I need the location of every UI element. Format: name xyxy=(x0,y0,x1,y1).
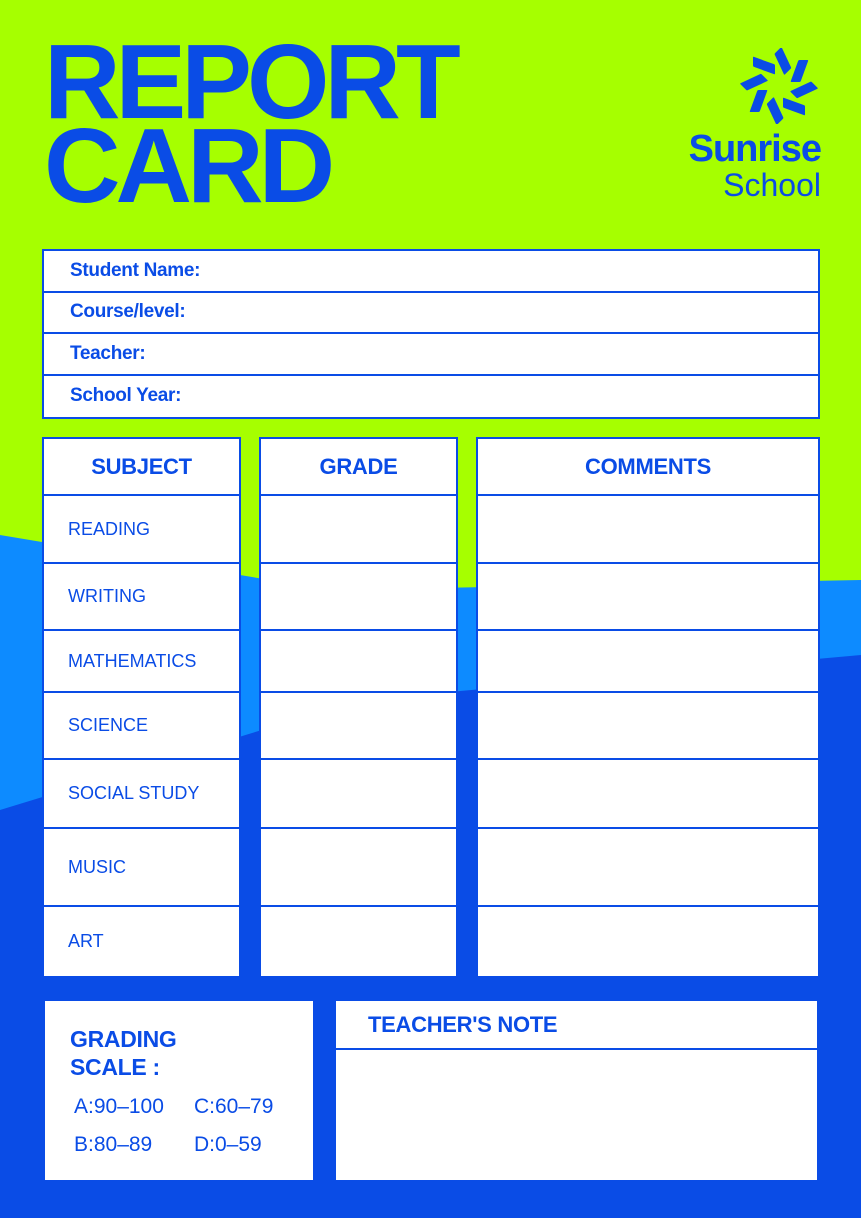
teacher-note-area[interactable] xyxy=(336,1050,817,1180)
subject-music: MUSIC xyxy=(44,829,239,907)
sunburst-icon xyxy=(739,48,819,124)
comment-cell-mathematics[interactable] xyxy=(478,631,818,693)
course-level-field[interactable]: Course/level: xyxy=(44,293,818,335)
comments-column xyxy=(476,437,820,978)
school-logo xyxy=(661,48,821,202)
grade-cell-social-study[interactable] xyxy=(261,760,456,829)
comment-cell-reading[interactable] xyxy=(478,496,818,564)
subject-column xyxy=(42,437,241,978)
title-line-report: REPORT xyxy=(44,23,456,141)
comment-cell-music[interactable] xyxy=(478,829,818,907)
student-name-field[interactable]: Student Name: xyxy=(44,251,818,293)
student-info-box xyxy=(42,249,820,419)
subject-social-study: SOCIAL STUDY xyxy=(44,760,239,829)
subject-header: SUBJECT xyxy=(44,439,239,496)
grade-scale-b: B:80–89 xyxy=(74,1133,153,1156)
grade-column xyxy=(259,437,458,978)
subject-science: SCIENCE xyxy=(44,693,239,760)
page-title xyxy=(44,23,456,225)
subject-writing: WRITING xyxy=(44,564,239,631)
grade-cell-science[interactable] xyxy=(261,693,456,760)
comments-header: COMMENTS xyxy=(478,439,818,496)
logo-subtitle: School xyxy=(723,167,821,203)
school-year-field[interactable]: School Year: xyxy=(70,385,182,407)
subject-mathematics: MATHEMATICS xyxy=(44,631,239,693)
grade-cell-mathematics[interactable] xyxy=(261,631,456,693)
grade-scale-c: C:60–79 xyxy=(194,1095,274,1118)
grade-cell-reading[interactable] xyxy=(261,496,456,564)
subject-reading: READING xyxy=(44,496,239,564)
teacher-field[interactable]: Teacher: xyxy=(44,334,818,376)
grade-cell-writing[interactable] xyxy=(261,564,456,631)
comment-cell-social-study[interactable] xyxy=(478,760,818,829)
subject-art: ART xyxy=(68,931,104,951)
grade-scale-a: A:90–100 xyxy=(74,1095,164,1118)
teacher-note-box xyxy=(334,999,819,1182)
grade-cell-music[interactable] xyxy=(261,829,456,907)
comment-cell-art[interactable] xyxy=(478,907,818,976)
grade-cell-art[interactable] xyxy=(261,907,456,976)
grading-scale-list xyxy=(70,1095,313,1157)
grade-scale-d: D:0–59 xyxy=(194,1133,262,1156)
grading-scale-title: GRADING SCALE : xyxy=(70,1026,177,1080)
grading-scale-box xyxy=(43,999,315,1182)
comment-cell-writing[interactable] xyxy=(478,564,818,631)
comment-cell-science[interactable] xyxy=(478,693,818,760)
logo-name: Sunrise xyxy=(688,128,821,170)
teacher-note-title: TEACHER'S NOTE xyxy=(336,1001,817,1050)
grade-header: GRADE xyxy=(261,439,456,496)
title-line-card: CARD xyxy=(44,107,331,225)
